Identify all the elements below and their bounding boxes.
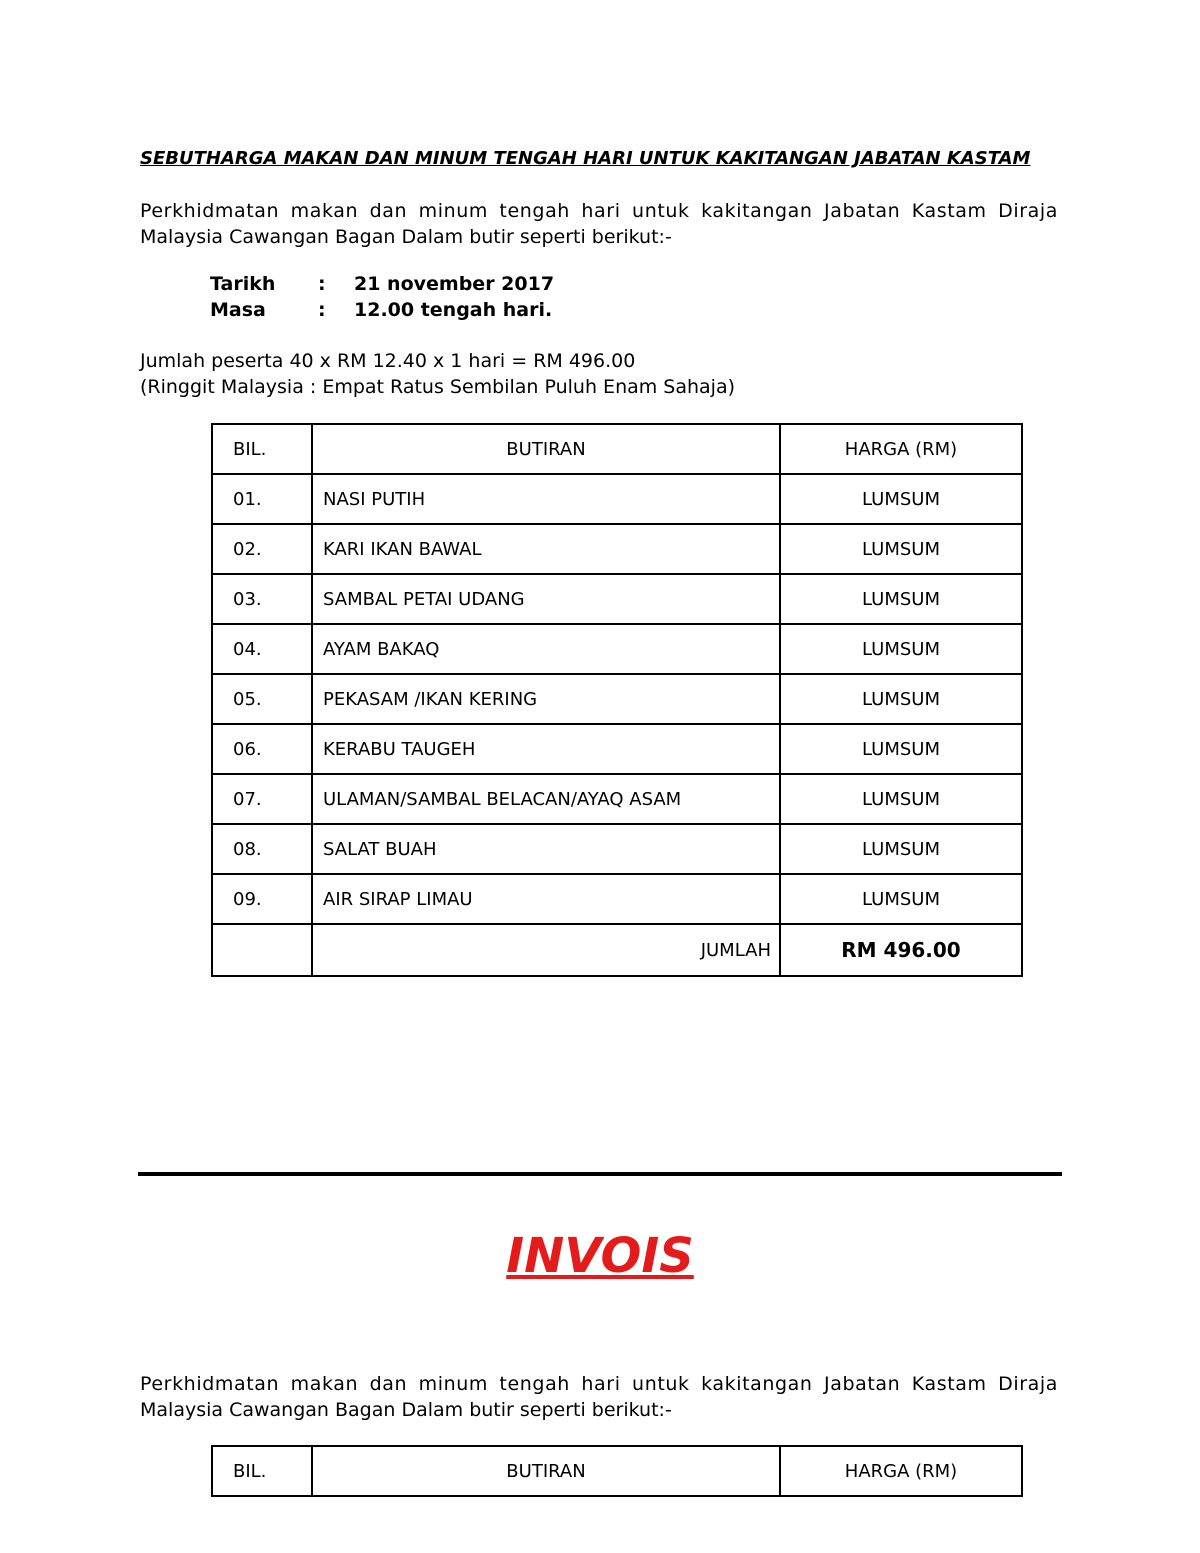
table-row bbox=[212, 524, 1022, 574]
table-row bbox=[212, 574, 1022, 624]
invoice-table-header bbox=[212, 1446, 1022, 1496]
row-item: KERABU TAUGEH bbox=[312, 724, 780, 774]
row-price: LUMSUM bbox=[780, 724, 1022, 774]
section-divider bbox=[138, 1172, 1062, 1176]
intro-paragraph bbox=[140, 198, 1058, 250]
total-row bbox=[212, 924, 1022, 976]
row-no: 02. bbox=[212, 524, 312, 574]
row-price: LUMSUM bbox=[780, 474, 1022, 524]
quote-table-header bbox=[212, 424, 1022, 474]
row-price: LUMSUM bbox=[780, 574, 1022, 624]
row-item: PEKASAM /IKAN KERING bbox=[312, 674, 780, 724]
intro-line-1: Perkhidmatan makan dan minum tengah hari untuk kakitangan Jabatan Kastam Diraja bbox=[140, 200, 1058, 222]
row-no: 01. bbox=[212, 474, 312, 524]
row-no: 09. bbox=[212, 874, 312, 924]
row-item: KARI IKAN BAWAL bbox=[312, 524, 780, 574]
date-value: 21 november 2017 bbox=[354, 273, 555, 295]
quote-table bbox=[211, 423, 1023, 977]
time-value: 12.00 tengah hari. bbox=[354, 299, 553, 321]
invoice-header-item: BUTIRAN bbox=[312, 1446, 780, 1496]
table-row bbox=[212, 624, 1022, 674]
row-item: ULAMAN/SAMBAL BELACAN/AYAQ ASAM bbox=[312, 774, 780, 824]
row-price: LUMSUM bbox=[780, 674, 1022, 724]
row-no: 07. bbox=[212, 774, 312, 824]
row-price: LUMSUM bbox=[780, 774, 1022, 824]
row-no: 08. bbox=[212, 824, 312, 874]
total-label: JUMLAH bbox=[312, 924, 780, 976]
row-item: SALAT BUAH bbox=[312, 824, 780, 874]
row-price: LUMSUM bbox=[780, 524, 1022, 574]
total-empty-cell bbox=[212, 924, 312, 976]
header-no: BIL. bbox=[212, 424, 312, 474]
invoice-intro-line-2: Malaysia Cawangan Bagan Dalam butir seperti berikut:- bbox=[140, 1399, 672, 1421]
intro-line-2: Malaysia Cawangan Bagan Dalam butir seperti berikut:- bbox=[140, 226, 672, 248]
time-colon: : bbox=[318, 299, 326, 321]
row-price: LUMSUM bbox=[780, 874, 1022, 924]
table-row bbox=[212, 474, 1022, 524]
calculation-line: Jumlah peserta 40 x RM 12.40 x 1 hari = RM 496.00 bbox=[140, 350, 636, 372]
table-row bbox=[212, 724, 1022, 774]
row-price: LUMSUM bbox=[780, 824, 1022, 874]
invoice-table bbox=[211, 1445, 1023, 1497]
row-no: 05. bbox=[212, 674, 312, 724]
total-value: RM 496.00 bbox=[780, 924, 1022, 976]
table-row bbox=[212, 774, 1022, 824]
date-label: Tarikh bbox=[210, 273, 276, 295]
table-row bbox=[212, 674, 1022, 724]
invoice-header-no: BIL. bbox=[212, 1446, 312, 1496]
invoice-header-price: HARGA (RM) bbox=[780, 1446, 1022, 1496]
row-item: NASI PUTIH bbox=[312, 474, 780, 524]
document-title: SEBUTHARGA MAKAN DAN MINUM TENGAH HARI UNTUK KAKITANGAN JABATAN KASTAM bbox=[140, 148, 1031, 169]
row-price: LUMSUM bbox=[780, 624, 1022, 674]
row-item: AYAM BAKAQ bbox=[312, 624, 780, 674]
invoice-intro-paragraph bbox=[140, 1371, 1058, 1423]
amount-in-words: (Ringgit Malaysia : Empat Ratus Sembilan Puluh Enam Sahaja) bbox=[140, 376, 736, 398]
invoice-heading: INVOIS bbox=[506, 1228, 694, 1284]
row-no: 03. bbox=[212, 574, 312, 624]
row-item: SAMBAL PETAI UDANG bbox=[312, 574, 780, 624]
header-price: HARGA (RM) bbox=[780, 424, 1022, 474]
invoice-intro-line-1: Perkhidmatan makan dan minum tengah hari untuk kakitangan Jabatan Kastam Diraja bbox=[140, 1373, 1058, 1395]
time-label: Masa bbox=[210, 299, 266, 321]
date-colon: : bbox=[318, 273, 326, 295]
row-no: 06. bbox=[212, 724, 312, 774]
table-row bbox=[212, 824, 1022, 874]
row-item: AIR SIRAP LIMAU bbox=[312, 874, 780, 924]
table-row bbox=[212, 874, 1022, 924]
row-no: 04. bbox=[212, 624, 312, 674]
header-item: BUTIRAN bbox=[312, 424, 780, 474]
